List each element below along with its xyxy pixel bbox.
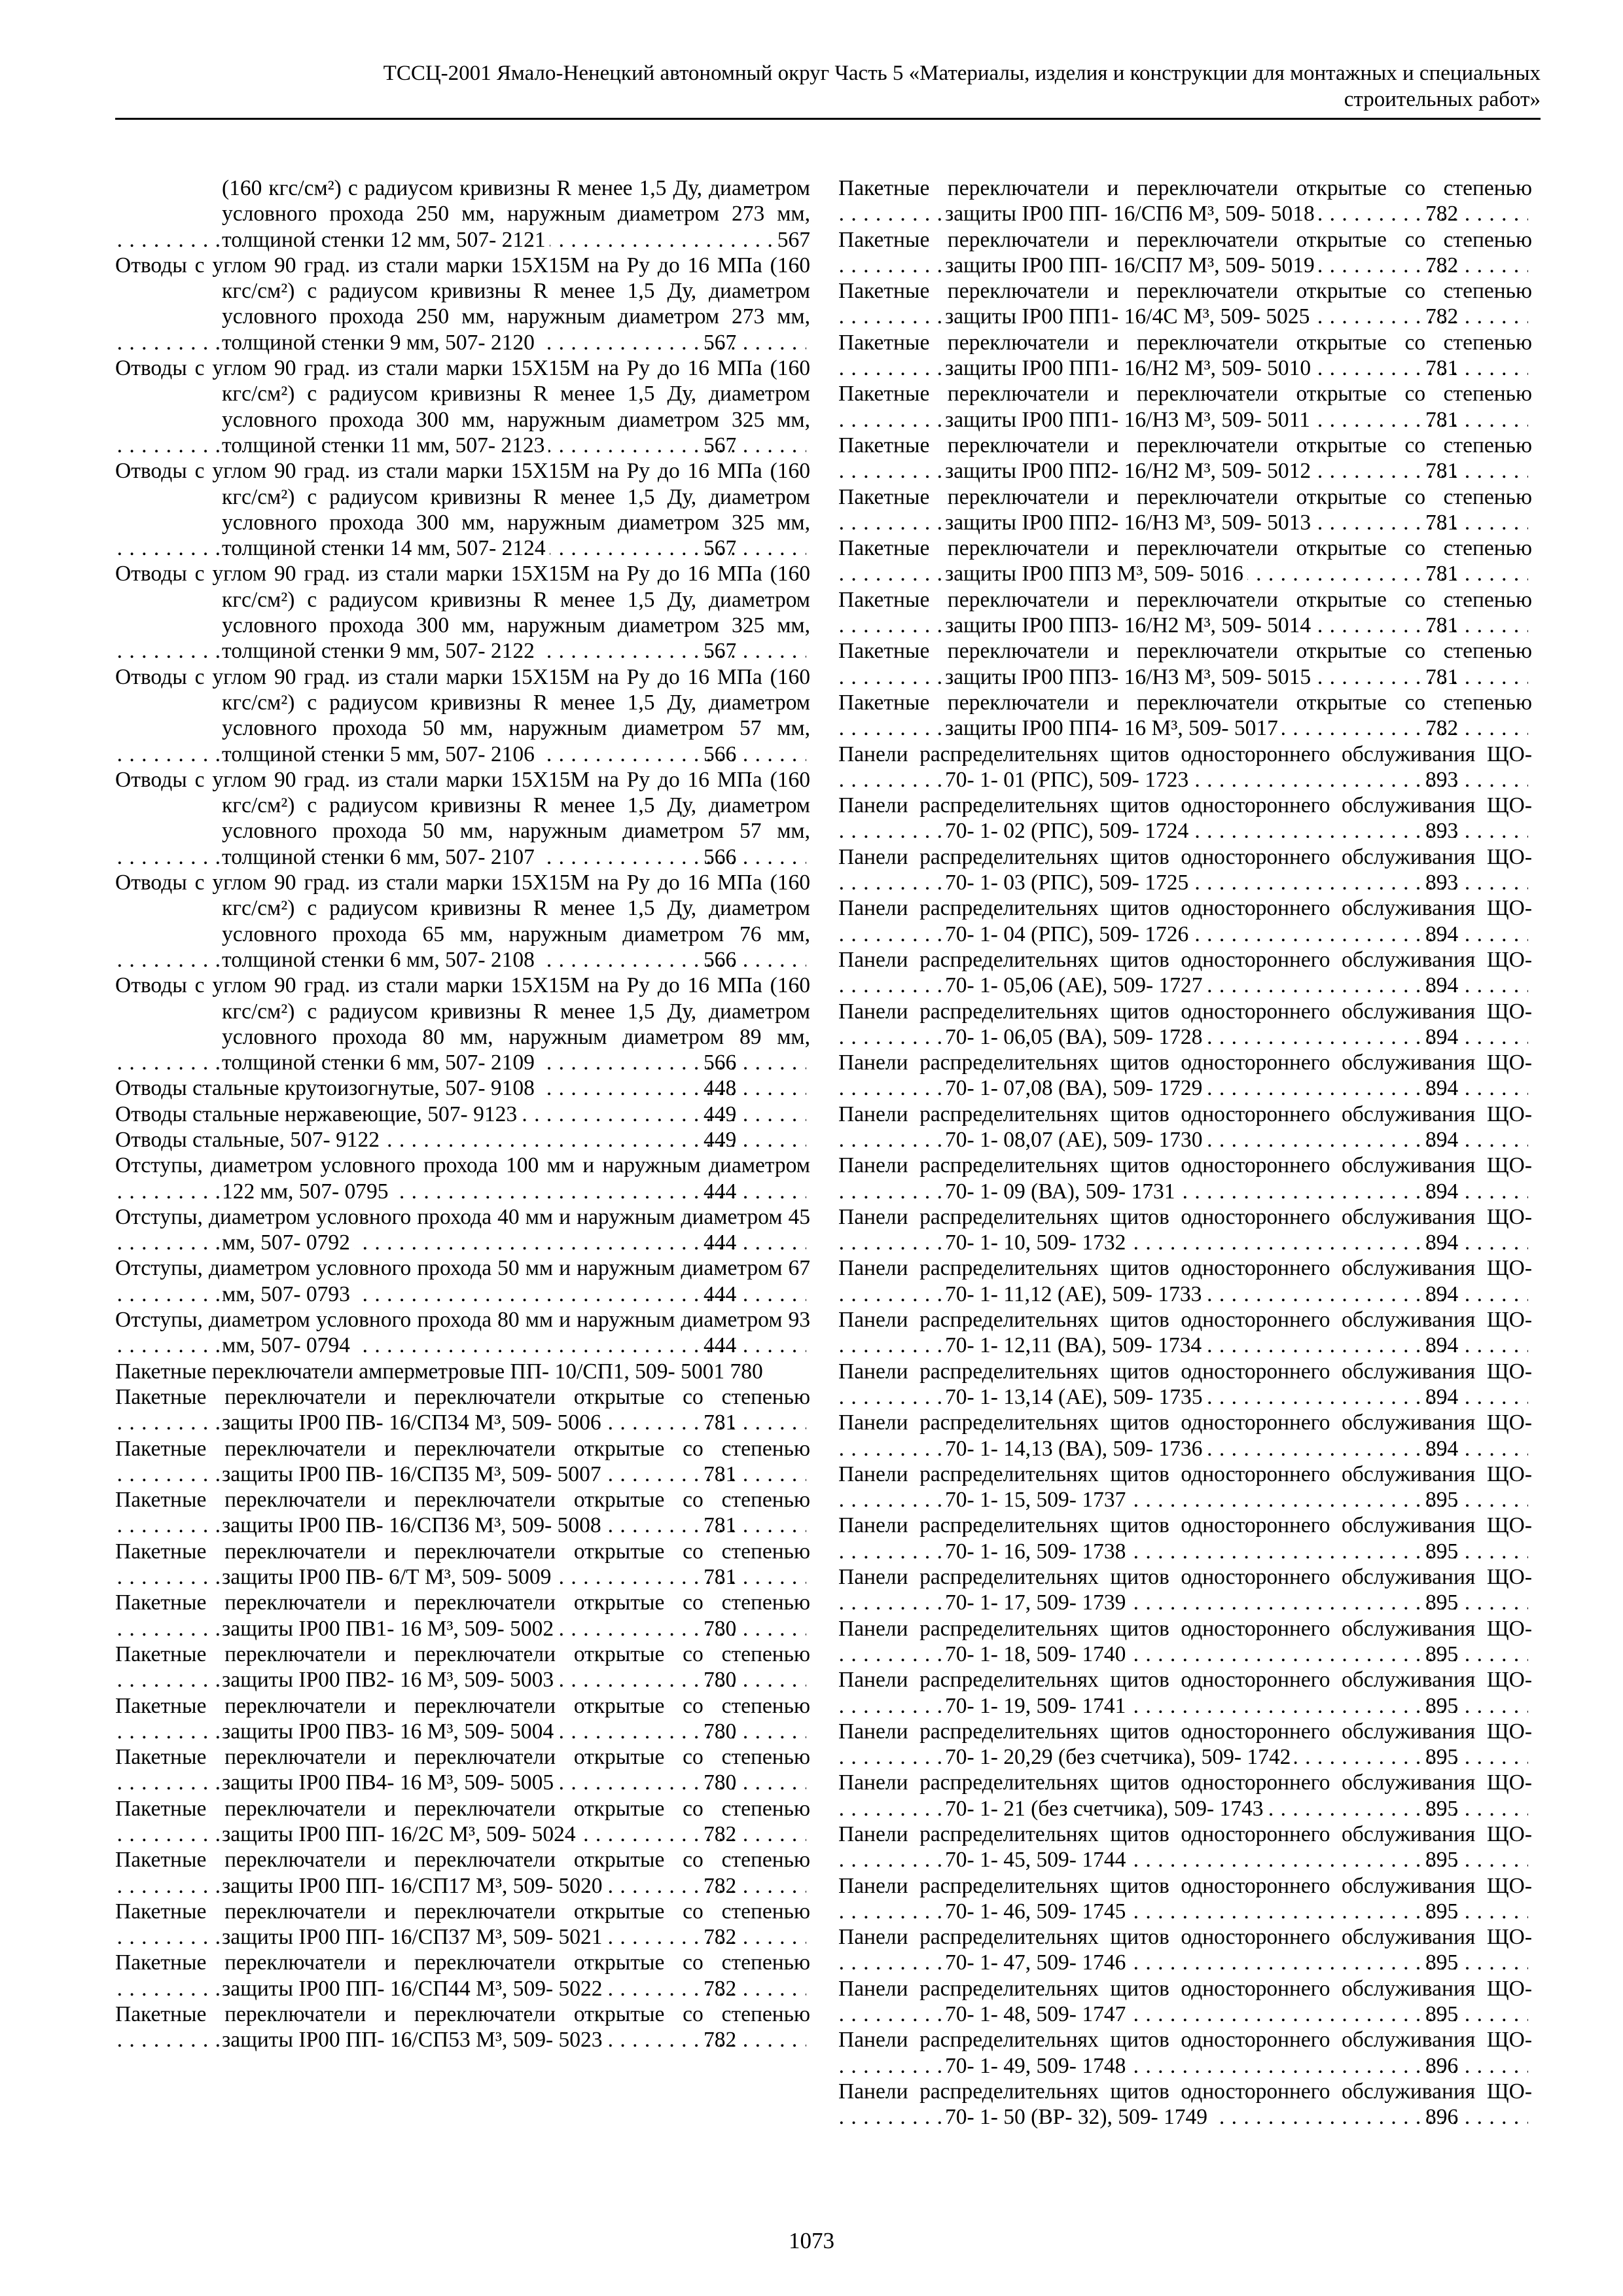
index-entry — [115, 1384, 810, 1436]
index-entry-page: 782 — [1528, 201, 1532, 226]
index-entry — [115, 1950, 810, 2001]
index-entry — [838, 1564, 1532, 1616]
index-entry-text: Панели распределительнях щитов одностороннего обслуживания ЩО- 70- 1- 05,06 (АЕ), 509- 1727 — [838, 947, 1532, 998]
index-entry-text: Пакетные переключатели и переключатели открытые со степенью защиты IP00 ПП2- 16/Н3 М³, 509- 5013 — [838, 484, 1532, 535]
index-entry-page: 448 — [806, 1075, 810, 1101]
index-entry-text: Пакетные переключатели и переключатели открытые со степенью защиты IP00 ПВ4- 16 М³, 509- 5005 — [115, 1745, 810, 1795]
index-entry-page: 781 — [806, 1564, 810, 1590]
index-entry-text: Отводы с углом 90 град. из стали марки 15Х15М на Ру до 16 МПа (160 кгс/см²) с радиусом кривизны R менее 1,5 Ду, диаметром условного прохода 300 мм, наружным диаметром 325 мм, толщиной стенки 14 мм, 507- 2124 — [115, 459, 810, 561]
index-entry-text: Пакетные переключатели и переключатели открытые со степенью защиты IP00 ПП1- 16/Н3 М³, 509- 5011 — [838, 382, 1532, 432]
index-entry-page: 895 — [1528, 1487, 1532, 1513]
index-entry-page: 782 — [806, 1924, 810, 1950]
index-entry-text: Пакетные переключатели и переключатели открытые со степенью защиты IP00 ПП- 16/СП17 М³, 509- 5020 — [115, 1848, 810, 1898]
index-entry-text: Пакетные переключатели и переключатели открытые со степенью защиты IP00 ПВ- 16/СП34 М³, 509- 5006 — [115, 1384, 810, 1435]
index-entry — [838, 1359, 1532, 1410]
index-entry-page: 896 — [1528, 2104, 1532, 2130]
index-entry-text: Пакетные переключатели амперметровые ПП- 10/СП1, 509- 5001 780 — [115, 1359, 767, 1384]
header-rule — [115, 118, 1541, 120]
index-entry — [838, 742, 1532, 793]
index-entry-text: Панели распределительнях щитов одностороннего обслуживания ЩО- 70- 1- 18, 509- 1740 — [838, 1616, 1532, 1666]
index-entry — [838, 2027, 1532, 2079]
index-entry-page: 781 — [1528, 407, 1532, 433]
index-entry — [838, 638, 1532, 690]
index-entry-page: 893 — [1528, 767, 1532, 793]
index-entry-page: 895 — [1528, 1590, 1532, 1615]
index-entry-text: Панели распределительнях щитов одностороннего обслуживания ЩО- 70- 1- 07,08 (ВА), 509- 1729 — [838, 1050, 1532, 1101]
index-entry — [838, 1873, 1532, 1925]
index-entry-page: 567 — [806, 330, 810, 355]
index-entry-page: 894 — [1528, 1282, 1532, 1307]
index-entry-page: 894 — [1528, 1384, 1532, 1410]
index-entry-page: 781 — [1528, 458, 1532, 484]
index-entry-text: Панели распределительнях щитов одностороннего обслуживания ЩО- 70- 1- 02 (РПС), 509- 1724 — [838, 793, 1532, 844]
index-entry — [838, 895, 1532, 947]
index-entry-text: Пакетные переключатели и переключатели открытые со степенью защиты IP00 ПВ1- 16 М³, 509- 5002 — [115, 1590, 810, 1641]
index-entry — [838, 947, 1532, 999]
index-entry — [838, 1307, 1532, 1359]
index-entry — [838, 1976, 1532, 2028]
index-entry — [838, 1410, 1532, 1462]
index-entry-text: Отводы с углом 90 град. из стали марки 15Х15М на Ру до 16 МПа (160 кгс/см²) с радиусом кривизны R менее 1,5 Ду, диаметром условного прохода 50 мм, наружным диаметром 57 мм, толщиной стенки 5 мм, 507- 2106 — [115, 664, 810, 766]
index-entry — [115, 1127, 810, 1153]
index-entry-text: Панели распределительнях щитов одностороннего обслуживания ЩО- 70- 1- 08,07 (АЕ), 509- 1730 — [838, 1102, 1532, 1152]
index-entry-page: 780 — [806, 1667, 810, 1693]
index-entry-page: 894 — [1528, 1230, 1532, 1255]
index-column-right — [838, 175, 1532, 2130]
index-entry-page: 895 — [1528, 2001, 1532, 2027]
index-entry-page: 781 — [806, 1513, 810, 1538]
index-entry-page: 895 — [1528, 1796, 1532, 1821]
index-entry-text: Панели распределительнях щитов одностороннего обслуживания ЩО- 70- 1- 13,14 (АЕ), 509- 1735 — [838, 1359, 1532, 1409]
index-entry-text: Панели распределительнях щитов одностороннего обслуживания ЩО- 70- 1- 48, 509- 1747 — [838, 1976, 1532, 2027]
index-entry — [838, 1513, 1532, 1564]
index-entry — [115, 1102, 810, 1127]
index-entry-page: 895 — [1528, 1899, 1532, 1924]
index-entry-text: Пакетные переключатели и переключатели открытые со степенью защиты IP00 ПВ3- 16 М³, 509- 5004 — [115, 1693, 810, 1744]
index-entry — [115, 767, 810, 870]
index-entry-text: Пакетные переключатели и переключатели открытые со степенью защиты IP00 ПП- 16/СП53 М³, 509- 5023 — [115, 2002, 810, 2053]
index-entry — [115, 1075, 810, 1101]
index-entry — [115, 1153, 810, 1204]
index-entry-page: 895 — [1528, 1950, 1532, 1975]
index-entry-page: 782 — [806, 1821, 810, 1847]
index-entry-page: 894 — [1528, 1075, 1532, 1101]
index-entry-text: Пакетные переключатели и переключатели открытые со степенью защиты IP00 ПП1- 16/Н2 М³, 509- 5010 — [838, 330, 1532, 381]
index-entry — [838, 1719, 1532, 1770]
running-header — [115, 60, 1541, 113]
index-entry-text: Пакетные переключатели и переключатели открытые со степенью защиты IP00 ПП3 М³, 509- 5016 — [838, 536, 1532, 586]
index-entry-text: Панели распределительнях щитов одностороннего обслуживания ЩО- 70- 1- 45, 509- 1744 — [838, 1822, 1532, 1873]
index-entry-page: 781 — [1528, 561, 1532, 586]
index-entry — [115, 1539, 810, 1590]
index-entry-text: Пакетные переключатели и переключатели открытые со степенью защиты IP00 ПП- 16/2С М³, 509- 5024 — [115, 1796, 810, 1846]
index-entry — [838, 1462, 1532, 1513]
index-entry — [115, 1487, 810, 1539]
index-entry-text: Панели распределительнях щитов одностороннего обслуживания ЩО- 70- 1- 16, 509- 1738 — [838, 1513, 1532, 1564]
index-entry — [115, 175, 810, 253]
index-entry-page: 893 — [1528, 818, 1532, 844]
index-entry-text: Панели распределительнях щитов одностороннего обслуживания ЩО- 70- 1- 11,12 (АЕ), 509- 1733 — [838, 1256, 1532, 1306]
running-header-line2: строительных работ» — [1344, 88, 1541, 111]
index-entry-text: Пакетные переключатели и переключатели открытые со степенью защиты IP00 ПП4- 16 М³, 509- 5017 — [838, 690, 1532, 741]
index-entry-text: Пакетные переключатели и переключатели открытые со степенью защиты IP00 ПВ- 16/СП35 М³, 509- 5007 — [115, 1436, 810, 1486]
index-entry-text: Панели распределительнях щитов одностороннего обслуживания ЩО- 70- 1- 10, 509- 1732 — [838, 1204, 1532, 1255]
index-entry-text: Пакетные переключатели и переключатели открытые со степенью защиты IP00 ПВ- 6/Т М³, 509- 5009 — [115, 1539, 810, 1590]
index-entry-page: 567 — [806, 433, 810, 458]
index-entry-page: 567 — [806, 535, 810, 561]
index-entry-page: 782 — [1528, 304, 1532, 329]
index-entry-page: 894 — [1528, 1179, 1532, 1204]
index-entry-text: Панели распределительнях щитов одностороннего обслуживания ЩО- 70- 1- 17, 509- 1739 — [838, 1565, 1532, 1615]
index-entry-page: 449 — [806, 1102, 810, 1127]
index-entry — [115, 1744, 810, 1796]
index-entry-page: 780 — [806, 1770, 810, 1795]
index-entry-page: 894 — [1528, 1024, 1532, 1050]
index-entry — [115, 1899, 810, 1950]
index-entry-page: 567 — [806, 638, 810, 664]
index-entry-page: 566 — [806, 947, 810, 973]
index-entry-page: 444 — [806, 1333, 810, 1358]
index-entry-page: 895 — [1528, 1744, 1532, 1770]
index-entry-text: Пакетные переключатели и переключатели открытые со степенью защиты IP00 ПП3- 16/Н3 М³, 509- 5015 — [838, 639, 1532, 689]
index-entry-text: Панели распределительнях щитов одностороннего обслуживания ЩО- 70- 1- 09 (ВА), 509- 1731 — [838, 1153, 1532, 1204]
index-entry — [838, 1770, 1532, 1821]
index-entry — [115, 1641, 810, 1693]
index-entry-text: Панели распределительнях щитов одностороннего обслуживания ЩО- 70- 1- 50 (ВР- 32), 509- 1749 — [838, 2079, 1532, 2130]
index-entry — [838, 1102, 1532, 1153]
index-entry-page: 895 — [1528, 1539, 1532, 1564]
index-entry — [838, 381, 1532, 433]
index-entry-text: Панели распределительнях щитов одностороннего обслуживания ЩО- 70- 1- 49, 509- 1748 — [838, 2028, 1532, 2078]
index-entry — [115, 1436, 810, 1488]
index-entry-text: Панели распределительнях щитов одностороннего обслуживания ЩО- 70- 1- 20,29 (без счетчика), 509- 1742 — [838, 1719, 1532, 1770]
index-entry-page: 782 — [1528, 253, 1532, 278]
index-entry-page: 894 — [1528, 922, 1532, 947]
index-entry-text: Панели распределительнях щитов одностороннего обслуживания ЩО- 70- 1- 03 (РПС), 509- 1725 — [838, 844, 1532, 895]
index-entry-text: Отводы с углом 90 град. из стали марки 15Х15М на Ру до 16 МПа (160 кгс/см²) с радиусом кривизны R менее 1,5 Ду, диаметром условного прохода 65 мм, наружным диаметром 76 мм, толщиной стенки 6 мм, 507- 2108 — [115, 870, 810, 972]
index-entry-text: Пакетные переключатели и переключатели открытые со степенью защиты IP00 ПП- 16/СП37 М³, 509- 5021 — [115, 1899, 810, 1950]
index-entry — [838, 278, 1532, 330]
index-entry-page: 781 — [1528, 355, 1532, 381]
index-entry — [838, 433, 1532, 484]
index-entry — [115, 2001, 810, 2053]
index-entry-page: 894 — [1528, 973, 1532, 998]
index-entry-text: Отступы, диаметром условного прохода 50 мм и наружным диаметром 67 мм, 507- 0793 — [115, 1256, 810, 1306]
index-entry-page: 782 — [806, 1873, 810, 1899]
index-entry-text: Пакетные переключатели и переключатели открытые со степенью защиты IP00 ПВ2- 16 М³, 509- 5003 — [115, 1641, 810, 1693]
index-entry-page: 567 — [774, 227, 810, 253]
index-column-left — [115, 175, 810, 2053]
index-entry-page: 444 — [806, 1282, 810, 1307]
index-entry — [838, 1667, 1532, 1719]
index-entry-text: Отступы, диаметром условного прохода 80 мм и наружным диаметром 93 мм, 507- 0794 — [115, 1308, 810, 1358]
index-entry — [838, 330, 1532, 382]
index-entry-text: Панели распределительнях щитов одностороннего обслуживания ЩО- 70- 1- 19, 509- 1741 — [838, 1668, 1532, 1718]
index-entry-text: Пакетные переключатели и переключатели открытые со степенью защиты IP00 ПП- 16/СП6 М³, 509- 5018 — [838, 176, 1532, 226]
index-entry-text: Отводы с углом 90 град. из стали марки 15Х15М на Ру до 16 МПа (160 кгс/см²) с радиусом кривизны R менее 1,5 Ду, диаметром условного прохода 300 мм, наружным диаметром 325 мм, толщиной стенки 9 мм, 507- 2122 — [115, 562, 810, 664]
index-entry-text: Отводы с углом 90 град. из стали марки 15Х15М на Ру до 16 МПа (160 кгс/см²) с радиусом кривизны R менее 1,5 Ду, диаметром условного прохода 50 мм, наружным диаметром 57 мм, толщиной стенки 6 мм, 507- 2107 — [115, 767, 810, 869]
index-entry — [838, 535, 1532, 587]
index-entry — [115, 458, 810, 561]
index-entry-text: Панели распределительнях щитов одностороннего обслуживания ЩО- 70- 1- 06,05 (ВА), 509- 1728 — [838, 999, 1532, 1049]
index-entry-text: Пакетные переключатели и переключатели открытые со степенью защиты IP00 ПП1- 16/4С М³, 509- 5025 — [838, 279, 1532, 329]
index-entry-text: Отводы стальные крутоизогнутые, 507- 9108 — [115, 1076, 539, 1100]
index-entry-text: Отступы, диаметром условного прохода 40 мм и наружным диаметром 45 мм, 507- 0792 — [115, 1204, 810, 1255]
index-entry-page: 895 — [1528, 1641, 1532, 1667]
running-header-line1: ТССЦ-2001 Ямало-Ненецкий автономный округ Часть 5 «Материалы, изделия и конструкции для монтажных и специальных — [383, 62, 1541, 85]
index-entry-page: 895 — [1528, 1693, 1532, 1719]
index-entry-page: 566 — [806, 1050, 810, 1075]
index-entry-page: 449 — [806, 1127, 810, 1153]
index-entry — [838, 1924, 1532, 1976]
index-entry — [115, 355, 810, 458]
index-entry-page: 780 — [806, 1719, 810, 1744]
index-entry-page: 781 — [806, 1462, 810, 1487]
index-entry — [838, 587, 1532, 639]
index-entry-page: 781 — [1528, 664, 1532, 690]
index-entry-text: Панели распределительнях щитов одностороннего обслуживания ЩО- 70- 1- 46, 509- 1745 — [838, 1873, 1532, 1924]
index-entry — [838, 227, 1532, 279]
index-entry — [838, 1616, 1532, 1668]
index-entry-page: 782 — [806, 2027, 810, 2053]
index-entry-text: Пакетные переключатели и переключатели открытые со степенью защиты IP00 ПП- 16/СП7 М³, 509- 5019 — [838, 227, 1532, 278]
index-entry — [838, 484, 1532, 536]
index-entry-page: 895 — [1528, 1847, 1532, 1873]
index-entry — [115, 1204, 810, 1256]
index-entry — [838, 1153, 1532, 1204]
index-entry — [115, 870, 810, 973]
index-entry-text: Отступы, диаметром условного прохода 100 мм и наружным диаметром 122 мм, 507- 0795 — [115, 1153, 810, 1204]
index-entry-text: Панели распределительнях щитов одностороннего обслуживания ЩО- 70- 1- 14,13 (ВА), 509- 1736 — [838, 1410, 1532, 1461]
index-entry — [838, 844, 1532, 896]
index-entry-page: 896 — [1528, 2053, 1532, 2079]
index-entry — [838, 1050, 1532, 1102]
index-entry — [838, 1255, 1532, 1307]
index-entry — [115, 1796, 810, 1848]
index-entry-text: Пакетные переключатели и переключатели открытые со степенью защиты IP00 ПВ- 16/СП36 М³, 509- 5008 — [115, 1488, 810, 1538]
index-entry-page: 894 — [1528, 1127, 1532, 1153]
index-entry-text: Отводы стальные, 507- 9122 — [115, 1128, 383, 1152]
index-entry — [115, 1693, 810, 1745]
index-entry-page: 782 — [806, 1976, 810, 2001]
index-entry-text: Отводы с углом 90 град. из стали марки 15Х15М на Ру до 16 МПа (160 кгс/см²) с радиусом кривизны R менее 1,5 Ду, диаметром условного прохода 300 мм, наружным диаметром 325 мм, толщиной стенки 11 мм, 507- 2123 — [115, 356, 810, 457]
index-entry-page: 566 — [806, 742, 810, 767]
index-entry-text: Панели распределительнях щитов одностороннего обслуживания ЩО- 70- 1- 15, 509- 1737 — [838, 1462, 1532, 1513]
index-entry-page: 781 — [1528, 510, 1532, 535]
index-entry-page: 781 — [806, 1410, 810, 1435]
page-number: 1073 — [789, 2228, 834, 2253]
index-entry — [838, 1821, 1532, 1873]
index-entry-text: (160 кгс/см²) с радиусом кривизны R менее 1,5 Ду, диаметром условного прохода 250 мм, наружным диаметром 273 мм, толщиной стенки 12 мм, 507- 2121 — [222, 176, 810, 252]
index-entry-text: Пакетные переключатели и переключатели открытые со степенью защиты IP00 ПП3- 16/Н2 М³, 509- 5014 — [838, 587, 1532, 638]
index-entry-text: Пакетные переключатели и переключатели открытые со степенью защиты IP00 ПП2- 16/Н2 М³, 509- 5012 — [838, 433, 1532, 484]
index-entry — [838, 690, 1532, 742]
index-entry-text: Отводы стальные нержавеющие, 507- 9123 — [115, 1102, 521, 1126]
index-entry-page: 780 — [806, 1616, 810, 1641]
index-entry-text: Панели распределительнях щитов одностороннего обслуживания ЩО- 70- 1- 21 (без счетчика), 509- 1743 — [838, 1770, 1532, 1821]
index-entry-text: Панели распределительнях щитов одностороннего обслуживания ЩО- 70- 1- 12,11 (ВА), 509- 1734 — [838, 1308, 1532, 1358]
index-entry-page: 782 — [1528, 715, 1532, 741]
index-entry-text: Панели распределительнях щитов одностороннего обслуживания ЩО- 70- 1- 04 (РПС), 509- 1726 — [838, 896, 1532, 946]
index-entry-text: Панели распределительнях щитов одностороннего обслуживания ЩО- 70- 1- 01 (РПС), 509- 1723 — [838, 742, 1532, 792]
index-entry — [115, 1307, 810, 1359]
index-entry — [115, 1359, 810, 1384]
index-entry-text: Отводы с углом 90 град. из стали марки 15Х15М на Ру до 16 МПа (160 кгс/см²) с радиусом кривизны R менее 1,5 Ду, диаметром условного прохода 80 мм, наружным диаметром 89 мм, толщиной стенки 6 мм, 507- 2109 — [115, 973, 810, 1075]
index-entry — [838, 175, 1532, 227]
index-entry-page: 781 — [1528, 613, 1532, 638]
index-entry — [115, 1847, 810, 1899]
index-entry — [115, 664, 810, 767]
index-entry — [115, 561, 810, 664]
index-entry — [115, 1255, 810, 1307]
index-entry — [838, 2079, 1532, 2130]
index-entry — [838, 999, 1532, 1050]
index-entry-page: 444 — [806, 1179, 810, 1204]
index-entry — [115, 1590, 810, 1641]
index-entry-text: Панели распределительнях щитов одностороннего обслуживания ЩО- 70- 1- 47, 509- 1746 — [838, 1925, 1532, 1975]
index-entry-page: 566 — [806, 844, 810, 870]
index-entry — [838, 793, 1532, 844]
index-entry-page: 893 — [1528, 870, 1532, 895]
index-entry-text: Пакетные переключатели и переключатели открытые со степенью защиты IP00 ПП- 16/СП44 М³, 509- 5022 — [115, 1950, 810, 2001]
index-entry — [115, 253, 810, 355]
index-entry-page: 894 — [1528, 1333, 1532, 1358]
index-entry-page: 444 — [806, 1230, 810, 1255]
index-entry-text: Отводы с углом 90 град. из стали марки 15Х15М на Ру до 16 МПа (160 кгс/см²) с радиусом кривизны R менее 1,5 Ду, диаметром условного прохода 250 мм, наружным диаметром 273 мм, толщиной стенки 9 мм, 507- 2120 — [115, 253, 810, 355]
index-entry — [838, 1204, 1532, 1256]
index-entry — [115, 973, 810, 1075]
index-entry-page: 894 — [1528, 1436, 1532, 1462]
